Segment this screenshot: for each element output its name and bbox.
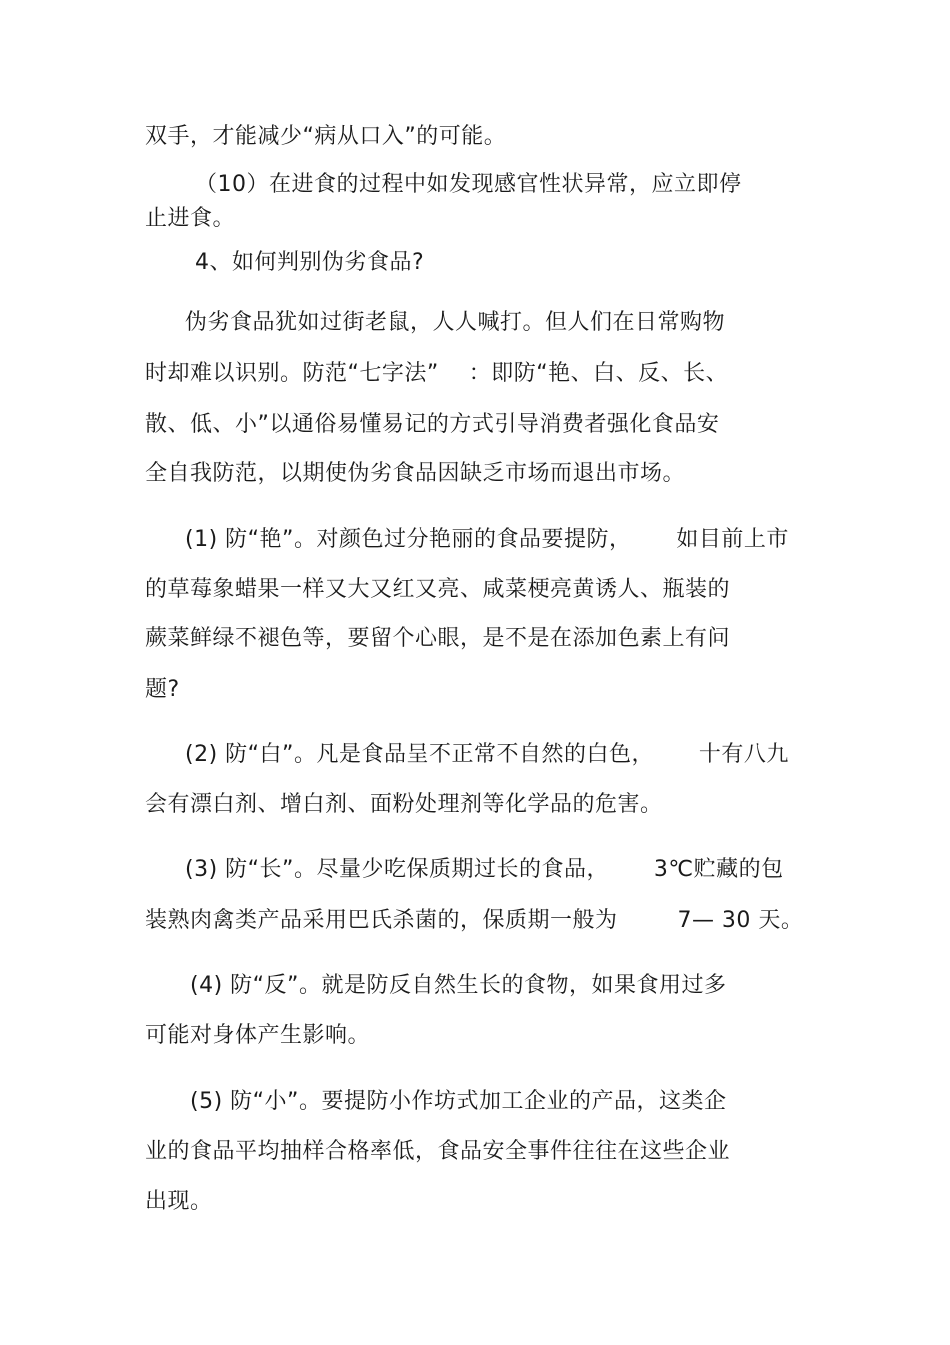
text-line: (2) 防“白”。凡是食品呈不正常不自然的白色， 十有八九 — [185, 742, 789, 767]
text-line: 双手，才能减少“病从口入”的可能。 — [145, 124, 507, 149]
text-line: 装熟肉禽类产品采用巴氏杀菌的，保质期一般为 7— 30 天。 — [145, 908, 804, 933]
text-line: 蕨菜鲜绿不褪色等，要留个心眼，是不是在添加色素上有问 — [145, 626, 731, 651]
text-line: 可能对身体产生影响。 — [145, 1023, 371, 1048]
text-line: (4) 防“反”。就是防反自然生长的食物，如果食用过多 — [190, 973, 727, 998]
text-line: 散、低、小”以通俗易懂易记的方式引导消费者强化食品安 — [145, 412, 720, 437]
section-heading: 4、如何判别伪劣食品? — [195, 250, 425, 275]
text-line: 时却难以识别。防范“七字法” ：即防“艳、白、反、长、 — [145, 361, 729, 386]
text-line: (5) 防“小”。要提防小作坊式加工企业的产品，这类企 — [190, 1089, 727, 1114]
text-line: 的草莓象蜡果一样又大又红又亮、咸菜梗亮黄诱人、瓶装的 — [145, 577, 731, 602]
text-line: (1) 防“艳”。对颜色过分艳丽的食品要提防， 如目前上市 — [185, 527, 789, 552]
text-line: 全自我防范，以期使伪劣食品因缺乏市场而退出市场。 — [145, 461, 686, 486]
text-line: 业的食品平均抽样合格率低，食品安全事件往往在这些企业 — [145, 1139, 731, 1164]
text-line: 出现。 — [145, 1189, 213, 1214]
text-line: 题? — [145, 677, 180, 702]
text-line: （10）在进食的过程中如发现感官性状异常，应立即停 — [195, 172, 742, 197]
text-line: (3) 防“长”。尽量少吃保质期过长的食品， 3℃贮藏的包 — [185, 857, 784, 882]
text-line: 止进食。 — [145, 206, 236, 231]
text-line: 伪劣食品犹如过街老鼠，人人喊打。但人们在日常购物 — [185, 310, 726, 335]
text-line: 会有漂白剂、增白剂、面粉处理剂等化学品的危害。 — [145, 792, 663, 817]
